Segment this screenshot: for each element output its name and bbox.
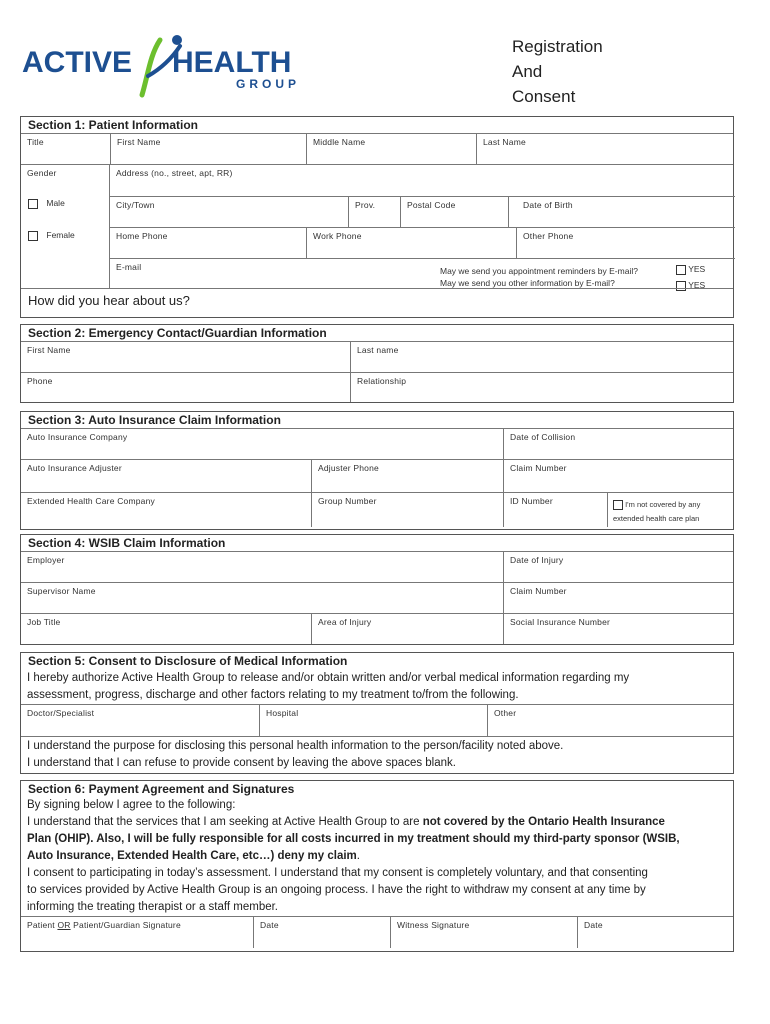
male-label: Male xyxy=(46,198,65,208)
middle-name-label: Middle Name xyxy=(313,137,366,147)
auto-claim-number-label: Claim Number xyxy=(510,463,567,473)
disclosure-recipients-row xyxy=(21,704,733,736)
hospital-label: Hospital xyxy=(266,708,299,718)
extended-health-row xyxy=(21,492,733,527)
emergency-first-name-field[interactable] xyxy=(21,342,350,372)
date-of-birth-label: Date of Birth xyxy=(523,200,573,210)
patient-details-block xyxy=(21,164,733,288)
province-label: Prov. xyxy=(355,200,376,210)
logo-word-group: GROUP xyxy=(236,77,301,91)
extended-health-company-label: Extended Health Care Company xyxy=(27,496,155,506)
work-phone-label: Work Phone xyxy=(313,231,362,241)
doctor-specialist-field[interactable] xyxy=(21,705,259,736)
agreement-ohip: Plan (OHIP) xyxy=(27,833,91,845)
other-info-yes-label: YES xyxy=(688,280,706,290)
postal-code-label: Postal Code xyxy=(407,200,456,210)
date-of-birth-field[interactable] xyxy=(508,197,735,227)
job-title-label: Job Title xyxy=(27,617,61,627)
company-logo xyxy=(22,30,312,100)
reminders-yes-checkbox[interactable] xyxy=(676,265,686,275)
agreement-line-2-plain: I understand that the services that I am seeking at Active Health Group to are xyxy=(27,816,423,828)
section-6-title: Section 6: Payment Agreement and Signatures xyxy=(28,782,295,796)
signature-date-label: Date xyxy=(260,920,279,930)
payment-agreement-text xyxy=(21,797,733,916)
emergency-name-row xyxy=(21,341,733,372)
address-label: Address (no., street, apt, RR) xyxy=(116,168,233,178)
job-title-field[interactable] xyxy=(21,614,311,644)
emergency-first-name-label: First Name xyxy=(27,345,71,355)
not-covered-line-1: I'm not covered by any xyxy=(625,500,701,509)
understanding-paragraph xyxy=(21,736,733,772)
last-name-label: Last Name xyxy=(483,137,526,147)
gender-male-option[interactable] xyxy=(28,198,65,209)
email-row xyxy=(110,258,735,289)
patient-signature-label-or: OR xyxy=(57,920,71,930)
patient-signature-label xyxy=(21,917,253,930)
wsib-claim-number-field[interactable] xyxy=(503,583,735,613)
id-number-field[interactable] xyxy=(503,493,607,527)
address-field[interactable] xyxy=(110,165,735,196)
email-other-info-question: May we send you other information by E-mail? xyxy=(440,278,615,288)
form-title xyxy=(512,34,603,109)
other-recipient-field[interactable] xyxy=(487,705,735,736)
agreement-line-4-end: . xyxy=(356,850,360,862)
date-of-collision-field[interactable] xyxy=(503,429,735,459)
supervisor-name-label: Supervisor Name xyxy=(27,586,96,596)
referral-source-question: How did you hear about us? xyxy=(28,293,190,308)
wsib-employer-row xyxy=(21,551,733,582)
email-reminders-question: May we send you appointment reminders by E-mail? xyxy=(440,266,638,276)
city-label: City/Town xyxy=(116,200,155,210)
area-of-injury-label: Area of Injury xyxy=(318,617,372,627)
social-insurance-number-label: Social Insurance Number xyxy=(510,617,611,627)
middle-name-field[interactable] xyxy=(306,134,476,164)
other-phone-label: Other Phone xyxy=(523,231,574,241)
auto-adjuster-row xyxy=(21,459,733,492)
hospital-field[interactable] xyxy=(259,705,487,736)
email-consent-questions xyxy=(440,265,638,289)
last-name-field[interactable] xyxy=(476,134,735,164)
date-of-injury-label: Date of Injury xyxy=(510,555,564,565)
other-phone-field[interactable] xyxy=(516,228,735,258)
emergency-phone-label: Phone xyxy=(27,376,53,386)
section-wsib-claim xyxy=(20,534,734,645)
adjuster-phone-field[interactable] xyxy=(311,460,503,492)
reminders-yes-label: YES xyxy=(688,264,706,274)
not-covered-option[interactable] xyxy=(607,493,735,527)
wsib-job-row xyxy=(21,613,733,644)
relationship-label: Relationship xyxy=(357,376,407,386)
date-of-collision-label: Date of Collision xyxy=(510,432,576,442)
city-field[interactable] xyxy=(110,197,348,227)
work-phone-field[interactable] xyxy=(306,228,516,258)
gender-label: Gender xyxy=(27,168,57,178)
understanding-line-2: I understand that I can refuse to provide consent by leaving the above spaces blank. xyxy=(27,757,456,769)
patient-signature-field[interactable] xyxy=(21,917,253,948)
patient-signature-label-part-1: Patient xyxy=(27,920,58,930)
patient-signature-label-part-2: Patient/Guardian Signature xyxy=(70,920,181,930)
referral-source-row[interactable] xyxy=(21,288,733,317)
witness-date-field[interactable] xyxy=(577,917,735,948)
section-1-title: Section 1: Patient Information xyxy=(28,118,199,132)
wsib-supervisor-row xyxy=(21,582,733,613)
logo-mark-icon xyxy=(22,30,312,100)
title-label: Title xyxy=(27,137,44,147)
authorization-line-1: I hereby authorize Active Health Group to release and/or obtain written and/or verbal medical information regarding my xyxy=(27,672,630,684)
authorization-line-2: assessment, progress, discharge and other factors relating to my treatment to/from the following. xyxy=(27,689,519,701)
id-number-label: ID Number xyxy=(510,496,553,506)
relationship-field[interactable] xyxy=(350,373,735,402)
first-name-label: First Name xyxy=(117,137,161,147)
auto-insurance-company-field[interactable] xyxy=(21,429,503,459)
section-3-title: Section 3: Auto Insurance Claim Information xyxy=(28,413,281,427)
email-label[interactable]: E-mail xyxy=(116,262,142,272)
gender-field xyxy=(21,165,110,289)
authorization-paragraph xyxy=(21,669,733,704)
title-line-1: Registration xyxy=(512,37,603,56)
agreement-line-3-bold: . Also, I will be fully responsible for all costs incurred in my treatment should my third-party sponsor (WSIB, xyxy=(90,833,680,845)
section-4-title: Section 4: WSIB Claim Information xyxy=(28,536,226,550)
consent-line-2: to services provided by Active Health Group is an ongoing process. I have the right to withdraw my consent at any time by xyxy=(27,884,646,896)
emergency-last-name-field[interactable] xyxy=(350,342,735,372)
female-checkbox[interactable] xyxy=(28,231,38,241)
auto-insurance-company-label: Auto Insurance Company xyxy=(27,432,128,442)
agreement-intro: By signing below I agree to the following: xyxy=(27,799,236,811)
auto-insurance-adjuster-label: Auto Insurance Adjuster xyxy=(27,463,122,473)
section-consent-disclosure xyxy=(20,652,734,774)
gender-female-option[interactable] xyxy=(28,230,75,241)
first-name-field[interactable] xyxy=(110,134,306,164)
adjuster-phone-label: Adjuster Phone xyxy=(318,463,379,473)
witness-date-label: Date xyxy=(584,920,603,930)
witness-signature-field[interactable] xyxy=(390,917,577,948)
signature-row xyxy=(21,916,733,948)
section-patient-information xyxy=(20,116,734,318)
not-covered-text xyxy=(613,498,700,526)
agreement-line-2 xyxy=(27,814,727,831)
not-covered-checkbox[interactable] xyxy=(613,500,623,510)
section-2-title: Section 2: Emergency Contact/Guardian Information xyxy=(28,326,327,340)
postal-code-field[interactable] xyxy=(400,197,508,227)
auto-insurance-adjuster-field[interactable] xyxy=(21,460,311,492)
group-number-label: Group Number xyxy=(318,496,377,506)
date-of-injury-field[interactable] xyxy=(503,552,735,582)
doctor-specialist-label: Doctor/Specialist xyxy=(27,708,95,718)
understanding-line-1: I understand the purpose for disclosing this personal health information to the person/facility noted above. xyxy=(27,740,564,752)
social-insurance-number-field[interactable] xyxy=(503,614,735,644)
title-line-2: And xyxy=(512,62,543,81)
wsib-claim-number-label: Claim Number xyxy=(510,586,567,596)
emergency-phone-field[interactable] xyxy=(21,373,350,402)
witness-signature-label: Witness Signature xyxy=(397,920,470,930)
group-number-field[interactable] xyxy=(311,493,503,527)
signature-date-field[interactable] xyxy=(253,917,390,948)
reminders-yes-option[interactable] xyxy=(676,261,705,277)
female-label: Female xyxy=(46,230,75,240)
section-payment-signatures xyxy=(20,780,734,952)
province-field[interactable] xyxy=(348,197,400,227)
home-phone-label: Home Phone xyxy=(116,231,168,241)
section-auto-insurance xyxy=(20,411,734,530)
male-checkbox[interactable] xyxy=(28,199,38,209)
title-field[interactable] xyxy=(21,134,110,164)
area-of-injury-field[interactable] xyxy=(311,614,503,644)
emergency-last-name-label: Last name xyxy=(357,345,399,355)
consent-line-3: informing the treating therapist or a staff member. xyxy=(27,901,278,913)
home-phone-field[interactable] xyxy=(110,228,306,258)
phone-row xyxy=(110,227,735,258)
supervisor-name-field[interactable] xyxy=(21,583,503,613)
employer-field[interactable] xyxy=(21,552,503,582)
other-recipient-label: Other xyxy=(494,708,517,718)
agreement-line-4 xyxy=(27,848,727,865)
agreement-line-3 xyxy=(27,831,727,848)
auto-company-row xyxy=(21,428,733,459)
extended-health-company-field[interactable] xyxy=(21,493,311,527)
auto-claim-number-field[interactable] xyxy=(503,460,735,492)
section-emergency-contact xyxy=(20,324,734,403)
consent-line-1: I consent to participating in today’s assessment. I understand that my consent is completely voluntary, and that consenting xyxy=(27,867,648,879)
city-row xyxy=(110,196,735,227)
section-5-title: Section 5: Consent to Disclosure of Medical Information xyxy=(28,654,348,668)
not-covered-line-2: extended health care plan xyxy=(613,514,700,523)
employer-label: Employer xyxy=(27,555,65,565)
patient-name-row xyxy=(21,133,733,164)
logo-word-health: HEALTH xyxy=(172,46,292,79)
logo-word-active: ACTIVE xyxy=(22,46,133,79)
emergency-phone-row xyxy=(21,372,733,402)
title-line-3: Consent xyxy=(512,87,576,106)
agreement-line-2-bold: not covered by the Ontario Health Insurance xyxy=(422,816,665,828)
agreement-line-4-bold: Auto Insurance, Extended Health Care, etc…) deny my claim xyxy=(27,850,357,862)
